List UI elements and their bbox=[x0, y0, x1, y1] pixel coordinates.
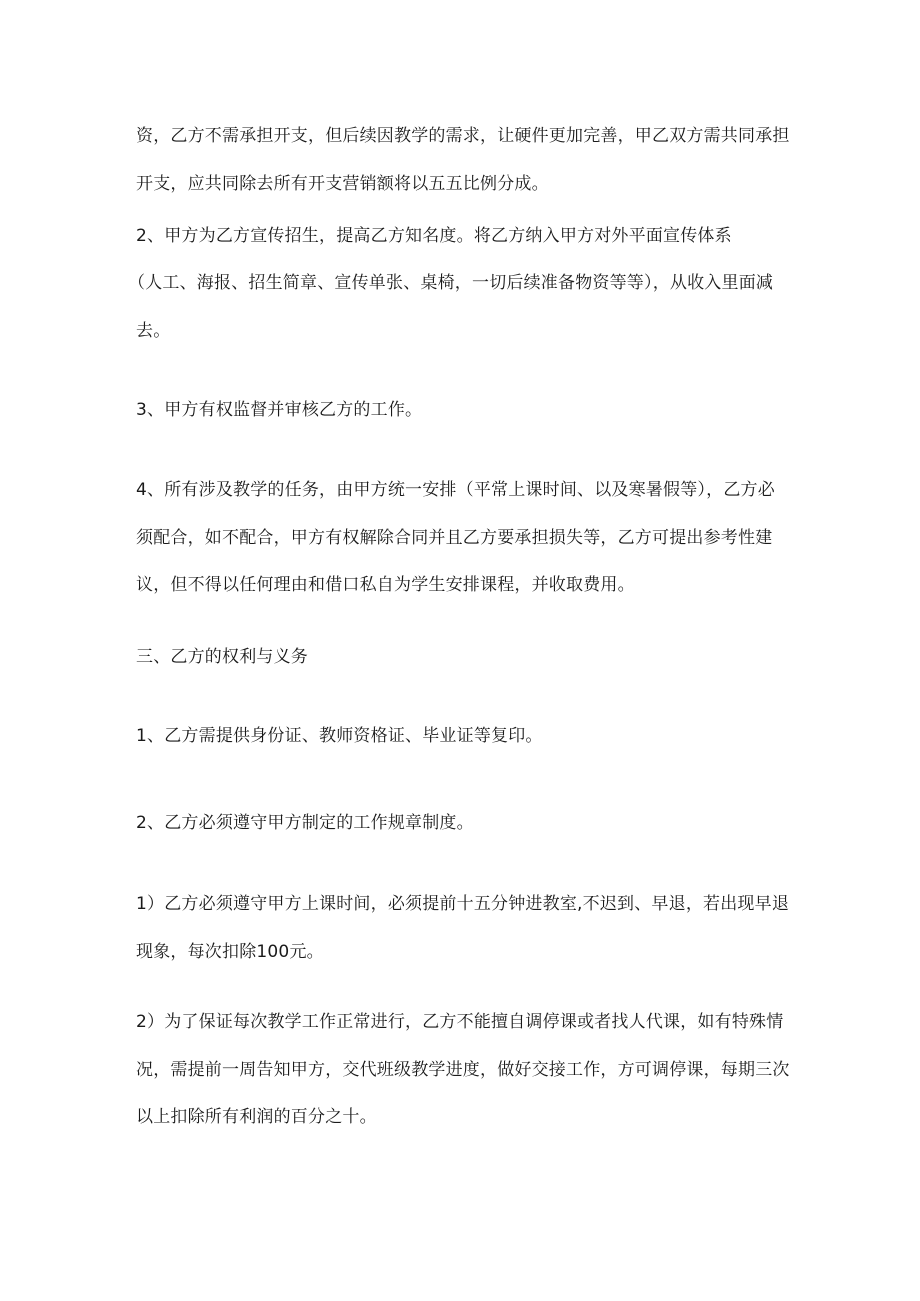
clause-b2-line: 2、乙方必须遵守甲方制定的工作规章制度。 bbox=[136, 813, 474, 833]
text-line: 况，需提前一周告知甲方，交代班级教学进度，做好交接工作，方可调停课，每期三次 bbox=[136, 1060, 790, 1080]
clause-2-line: 2、甲方为乙方宣传招生，提高乙方知名度。将乙方纳入甲方对外平面宣传体系 bbox=[136, 226, 732, 246]
text-line: 去。 bbox=[136, 321, 171, 341]
section-heading: 三、乙方的权利与义务 bbox=[136, 647, 308, 667]
text-line: 开支，应共同除去所有开支营销额将以五五比例分成。 bbox=[136, 174, 549, 194]
clause-b1-line: 1、乙方需提供身份证、教师资格证、毕业证等复印。 bbox=[136, 726, 543, 746]
text-line: 资，乙方不需承担开支，但后续因教学的需求，让硬件更加完善，甲乙双方需共同承担 bbox=[136, 126, 790, 146]
text-line: （人工、海报、招生简章、宣传单张、桌椅，一切后续准备物资等等），从收入里面减 bbox=[128, 273, 774, 293]
text-line: 以上扣除所有利润的百分之十。 bbox=[136, 1107, 377, 1127]
clause-3-line: 3、甲方有权监督并审核乙方的工作。 bbox=[136, 400, 423, 420]
clause-4-line: 4、所有涉及教学的任务，由甲方统一安排（平常上课时间、以及寒暑假等），乙方必 bbox=[136, 480, 775, 500]
text-line: 议，但不得以任何理由和借口私自为学生安排课程，并收取费用。 bbox=[136, 575, 635, 595]
subclause-1-line: 1）乙方必须遵守甲方上课时间，必须提前十五分钟进教室,不迟到、早退，若出现早退 bbox=[136, 894, 790, 914]
text-line: 须配合，如不配合，甲方有权解除合同并且乙方要承担损失等，乙方可提出参考性建 bbox=[136, 528, 773, 548]
subclause-2-line: 2）为了保证每次教学工作正常进行，乙方不能擅自调停课或者找人代课，如有特殊情 bbox=[136, 1012, 784, 1032]
text-line: 现象，每次扣除100元。 bbox=[136, 942, 324, 962]
